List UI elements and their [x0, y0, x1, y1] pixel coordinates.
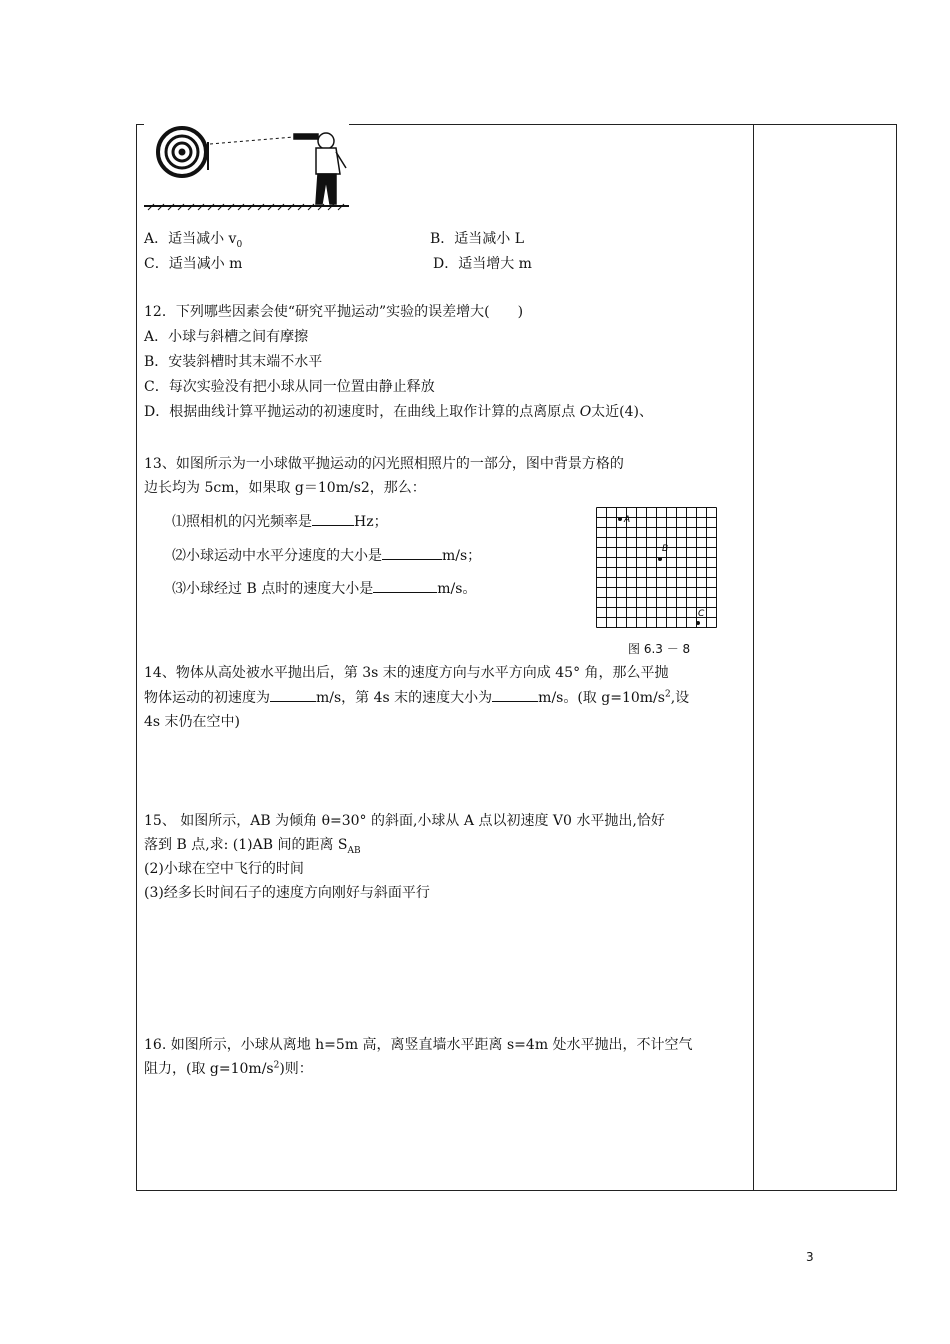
q12-stem: 12．下列哪些因素会使“研究平抛运动”实验的误差增大( )	[144, 304, 524, 320]
q13-part1: ⑴照相机的闪光频率是 Hz；	[172, 511, 388, 531]
point-b-dot	[658, 557, 662, 561]
q13-part2: ⑵小球运动中水平分速度的大小是 m/s；	[172, 545, 481, 565]
table-column-divider	[753, 124, 754, 1191]
q13-part3: ⑶小球经过 B 点时的速度大小是 m/s。	[172, 578, 476, 598]
q15-line2: 落到 B 点,求: (1)AB 间的距离 $S_{AB}$	[144, 837, 361, 856]
q15-line3: (2)小球在空中飞行的时间	[144, 861, 304, 877]
q14-line3: 4s 末仍在空中)	[144, 714, 241, 730]
q14-line2: 物体运动的初速度为 m/s，第 4s 末的速度大小为 m/s。(取 $g=10m/s^2$,设	[144, 687, 689, 707]
target-icon	[158, 128, 208, 176]
target-thrower-figure	[144, 124, 349, 212]
page-number: 3	[806, 1250, 814, 1264]
answer-blank	[270, 687, 316, 702]
q16-line1: 16. 如图所示，小球从离地 h=5m 高，离竖直墙水平距离 s=4m 处水平抛出，不计空气	[144, 1037, 693, 1053]
point-a-label: A	[624, 515, 631, 525]
point-b-label: B	[662, 544, 669, 554]
q11-option-d: D．适当增大 m	[433, 256, 532, 272]
trajectory-points	[618, 517, 700, 625]
flash-photo-grid	[596, 507, 726, 637]
answer-blank	[312, 511, 354, 526]
q12-option-a: A．小球与斜槽之间有摩擦	[144, 329, 309, 345]
q12-option-d: D．根据曲线计算平抛运动的初速度时，在曲线上取作计算的点离原点 O太近(4)、	[144, 404, 654, 420]
q11-option-b: B．适当减小 L	[430, 231, 525, 247]
point-c-dot	[696, 621, 700, 625]
q15-line1: 15、 如图所示，AB 为倾角 θ=30° 的斜面,小球从 A 点以初速度 V0 水平抛出,恰好	[144, 813, 665, 829]
q14-line1: 14、物体从高处被水平抛出后，第 3s 末的速度方向与水平方向成 45° 角，那么平抛	[144, 665, 669, 681]
q11-option-c: C．适当减小 m	[144, 256, 243, 272]
point-a-dot	[618, 517, 622, 521]
answer-blank	[492, 687, 538, 702]
point-c-label: C	[698, 609, 705, 619]
figure-caption: 图 6.3 － 8	[628, 642, 691, 656]
thrower-person-icon	[294, 133, 346, 204]
q15-line4: (3)经多长时间石子的速度方向刚好与斜面平行	[144, 885, 430, 901]
question-table	[136, 124, 897, 1191]
answer-blank	[382, 545, 442, 560]
q13-stem-line1: 13、如图所示为一小球做平抛运动的闪光照相照片的一部分，图中背景方格的	[144, 456, 624, 472]
q12-option-c: C．每次实验没有把小球从同一位置由静止释放	[144, 379, 435, 395]
q11-option-a: A．适当减小 $v_0$	[144, 231, 243, 250]
q12-option-b: B．安装斜槽时其末端不水平	[144, 354, 323, 370]
q13-stem-line2: 边长均为 5cm，如果取 g＝10m/s2，那么：	[144, 480, 426, 496]
answer-blank	[373, 578, 437, 593]
q16-line2: 阻力，(取 $g=10m/s^2$)则：	[144, 1060, 313, 1077]
